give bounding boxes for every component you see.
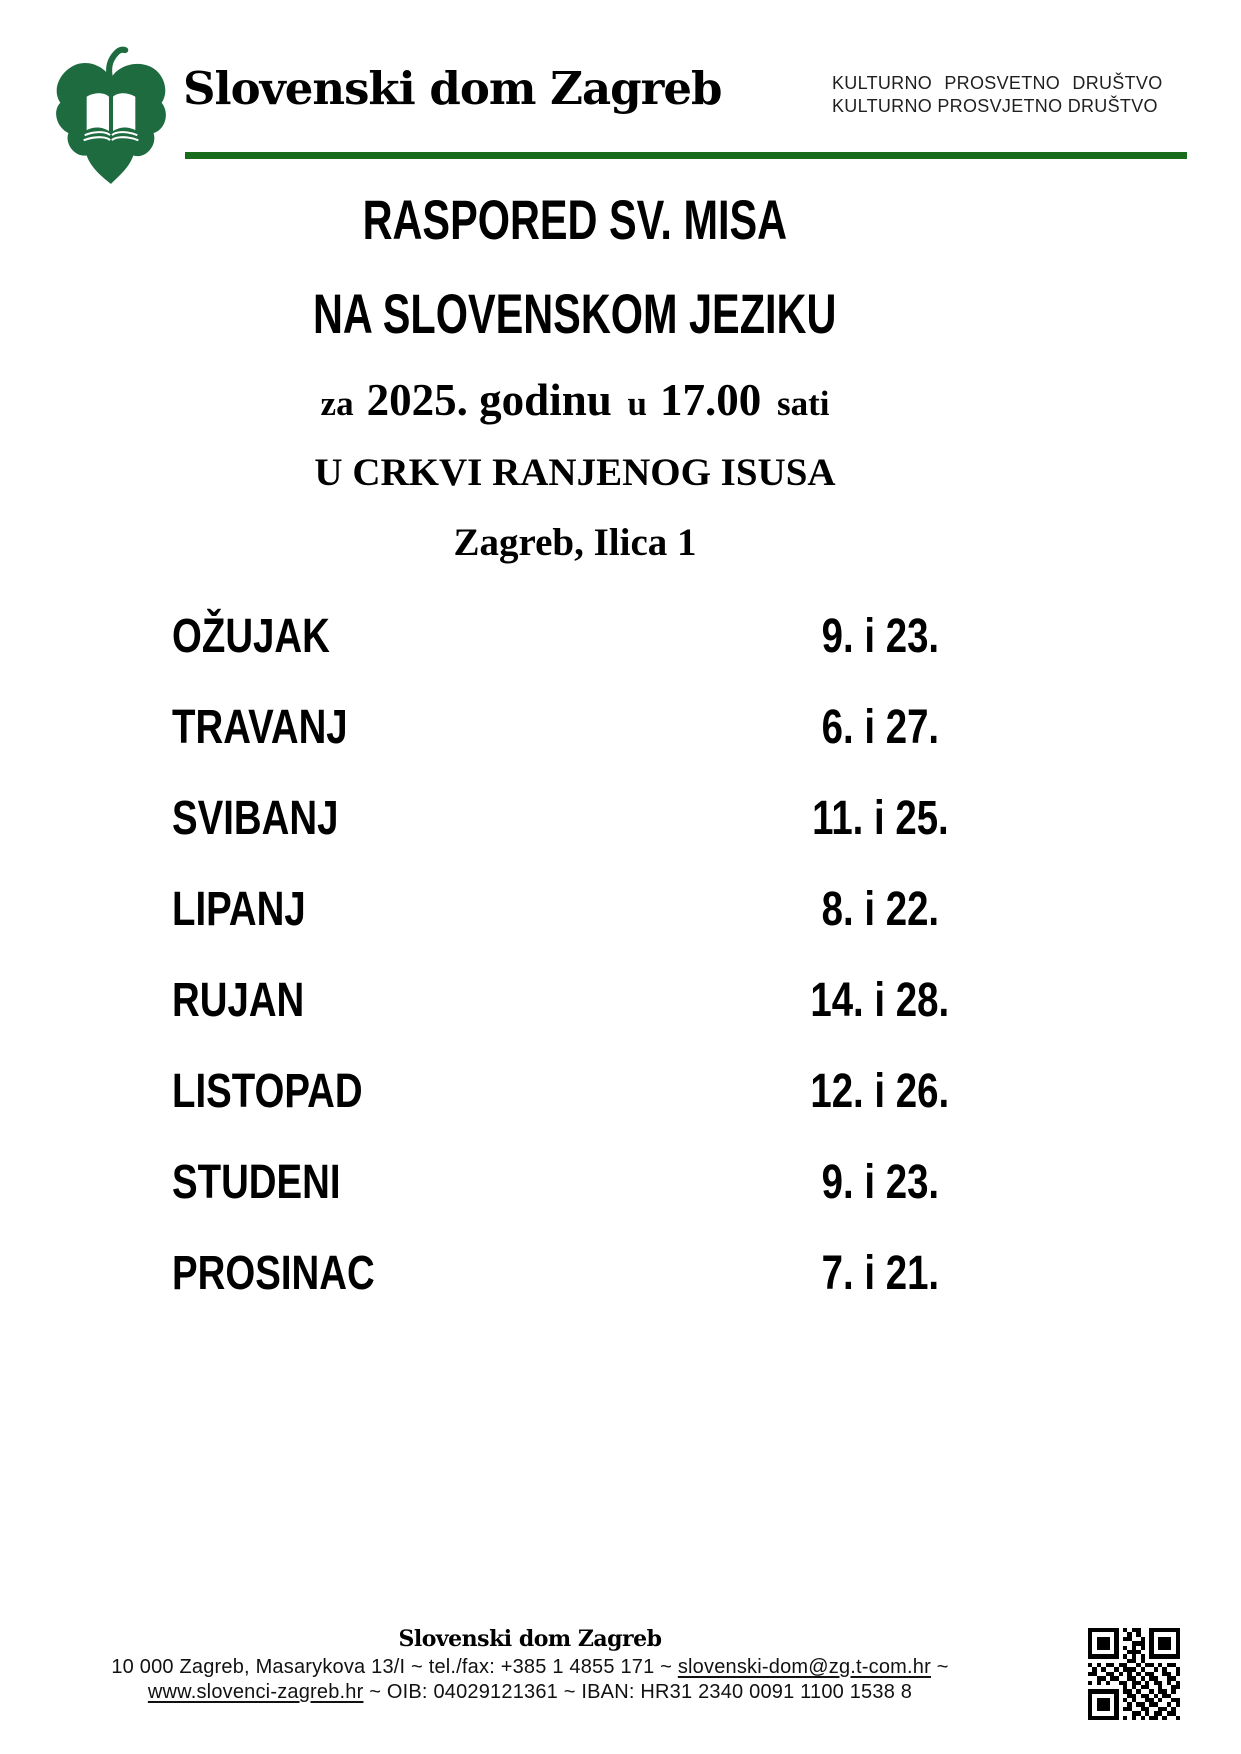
mass-schedule (172, 612, 1010, 1340)
dates-value: 12. i 26. (810, 1065, 950, 1118)
month-label: OŽUJAK (172, 610, 330, 663)
subtitle-part-year: 2025. godinu (366, 375, 612, 425)
subtitle-part-sati: sati (776, 384, 830, 423)
leaf-book-logo-icon (50, 44, 172, 196)
month-label: PROSINAC (172, 1247, 375, 1300)
month-label: LIPANJ (172, 883, 306, 936)
location-church: U CRKVI RANJENOG ISUSA (314, 451, 836, 494)
location-address: Zagreb, Ilica 1 (453, 521, 697, 564)
main-title-line1 (0, 188, 1150, 251)
subtitle-part-time: 17.00 (660, 375, 762, 425)
main-title-line2-text: NA SLOVENSKOM JEZIKU (313, 282, 837, 345)
schedule-row (172, 703, 1010, 753)
org-name: Slovenski dom Zagreb (183, 62, 722, 115)
main-title-line1-text: RASPORED SV. MISA (362, 188, 788, 251)
footer-org-name: Slovenski dom Zagreb (398, 1626, 662, 1652)
schedule-row (172, 612, 1010, 662)
website-link[interactable]: www.slovenci-zagreb.hr (147, 1681, 364, 1703)
header-divider (185, 152, 1187, 159)
dates-value: 6. i 27. (821, 701, 939, 754)
schedule-row (172, 1249, 1010, 1299)
schedule-row (172, 794, 1010, 844)
tagline-line1: KULTURNO PROSVETNO DRUŠTVO (832, 73, 1163, 93)
month-label: SVIBANJ (172, 792, 339, 845)
dates-value: 11. i 25. (811, 792, 949, 845)
footer (0, 1626, 1060, 1705)
dates-value: 9. i 23. (821, 1156, 939, 1209)
dates-value: 7. i 21. (821, 1247, 939, 1300)
main-title-line2 (0, 282, 1150, 345)
month-label: TRAVANJ (172, 701, 348, 754)
email-link[interactable]: slovenski-dom@zg.t-com.hr (677, 1656, 931, 1678)
footer-info-tail: ~ OIB: 04029121361 ~ IBAN: HR31 2340 0091 1100 1538 8 (363, 1681, 913, 1703)
month-label: STUDENI (172, 1156, 341, 1209)
schedule-row (172, 1067, 1010, 1117)
subtitle-part-za: za (320, 384, 354, 423)
dates-value: 8. i 22. (821, 883, 939, 936)
schedule-row (172, 1158, 1010, 1208)
schedule-row (172, 976, 1010, 1026)
schedule-row (172, 885, 1010, 935)
dates-value: 9. i 23. (821, 610, 939, 663)
qr-code (1088, 1628, 1180, 1720)
org-tagline (832, 72, 1163, 118)
footer-contact-tail: ~ (930, 1656, 949, 1678)
footer-contact-text: 10 000 Zagreb, Masarykova 13/I ~ tel./fax: +385 1 4855 171 ~ (111, 1656, 678, 1678)
dates-value: 14. i 28. (810, 974, 950, 1027)
month-label: RUJAN (172, 974, 305, 1027)
footer-info-line (0, 1680, 1060, 1705)
month-label: LISTOPAD (172, 1065, 363, 1118)
subtitle-year-time (0, 374, 1150, 426)
tagline-line2: KULTURNO PROSVJETNO DRUŠTVO (832, 96, 1158, 116)
subtitle-part-u: u (627, 384, 647, 423)
footer-contact-line (0, 1655, 1060, 1680)
